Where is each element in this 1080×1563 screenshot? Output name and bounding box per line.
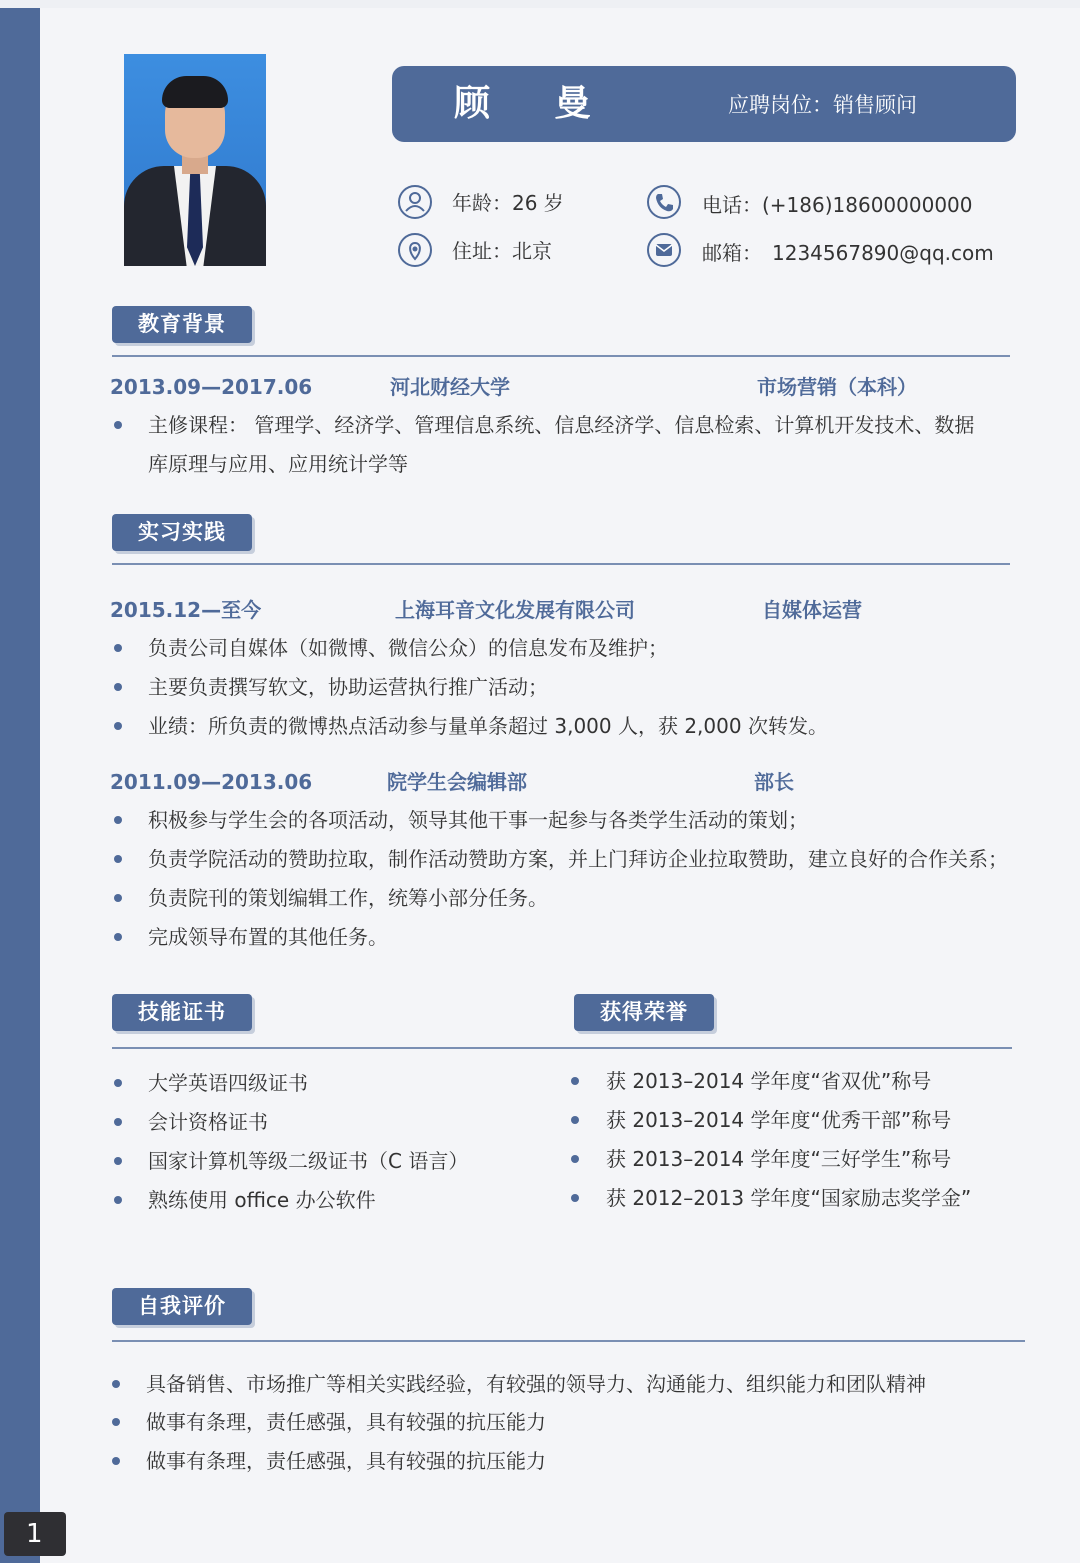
top-strip bbox=[0, 0, 1080, 8]
bullet-dot bbox=[571, 1077, 579, 1085]
honor-item: 获 2013–2014 学年度“省双优”称号 bbox=[606, 1069, 932, 1093]
bullet-dot bbox=[114, 855, 122, 863]
self-eval-item: 做事有条理，责任感强，具有较强的抗压能力 bbox=[146, 1449, 546, 1473]
bullet-dot bbox=[114, 421, 122, 429]
bullet-dot bbox=[114, 933, 122, 941]
list-item: 负责公司自媒体（如微博、微信公众）的信息发布及维护； bbox=[148, 636, 668, 660]
age-text: 年龄：26 岁 bbox=[452, 191, 564, 215]
address-text: 住址：北京 bbox=[452, 239, 552, 263]
bullet-dot bbox=[112, 1457, 120, 1465]
divider bbox=[112, 1340, 1025, 1342]
skill-item: 会计资格证书 bbox=[148, 1110, 268, 1134]
bullet-dot bbox=[114, 1118, 122, 1126]
divider bbox=[112, 1047, 1012, 1049]
divider bbox=[112, 563, 1010, 565]
bullet-dot bbox=[112, 1418, 120, 1426]
applied-position: 应聘岗位：销售顾问 bbox=[728, 93, 917, 117]
phone-text: 电话：(+186)18600000000 bbox=[702, 193, 973, 217]
left-sidebar-band bbox=[0, 8, 40, 1563]
skill-item: 熟练使用 office 办公软件 bbox=[148, 1188, 376, 1212]
honor-item: 获 2013–2014 学年度“三好学生”称号 bbox=[606, 1147, 952, 1171]
education-date: 2013.09—2017.06 bbox=[110, 375, 313, 399]
email-label: 邮箱： bbox=[702, 241, 762, 265]
bullet-dot bbox=[114, 1196, 122, 1204]
education-major: 市场营销（本科） bbox=[757, 375, 917, 399]
section-title-education: 教育背景 bbox=[112, 306, 252, 343]
job-date: 2015.12—至今 bbox=[110, 598, 262, 622]
divider bbox=[112, 355, 1010, 357]
honor-item: 获 2012–2013 学年度“国家励志奖学金” bbox=[606, 1186, 972, 1210]
bullet-dot bbox=[114, 1079, 122, 1087]
section-title-internship: 实习实践 bbox=[112, 514, 252, 551]
bullet-dot bbox=[114, 816, 122, 824]
bullet-dot bbox=[114, 722, 122, 730]
list-item: 负责院刊的策划编辑工作，统筹小部分任务。 bbox=[148, 886, 548, 910]
job-role: 自媒体运营 bbox=[762, 598, 862, 622]
section-title-skills: 技能证书 bbox=[112, 994, 252, 1031]
mail-icon bbox=[647, 233, 681, 267]
name-banner bbox=[392, 66, 1016, 142]
candidate-name: 顾 曼 bbox=[454, 83, 617, 124]
bullet-dot bbox=[571, 1155, 579, 1163]
list-item: 积极参与学生会的各项活动，领导其他干事一起参与各类学生活动的策划； bbox=[148, 808, 808, 832]
bullet-dot bbox=[114, 894, 122, 902]
job-date: 2011.09—2013.06 bbox=[110, 770, 313, 794]
email-text[interactable]: 1234567890@qq.com bbox=[772, 241, 994, 265]
bullet-dot bbox=[112, 1380, 120, 1388]
bullet-dot bbox=[571, 1194, 579, 1202]
person-icon bbox=[398, 185, 432, 219]
education-school: 河北财经大学 bbox=[390, 375, 510, 399]
bullet-dot bbox=[114, 1157, 122, 1165]
skill-item: 大学英语四级证书 bbox=[148, 1071, 308, 1095]
self-eval-item: 具备销售、市场推广等相关实践经验，有较强的领导力、沟通能力、组织能力和团队精神 bbox=[146, 1372, 926, 1396]
list-item: 业绩：所负责的微博热点活动参与量单条超过 3,000 人，获 2,000 次转发。 bbox=[148, 714, 828, 738]
section-title-self-eval: 自我评价 bbox=[112, 1288, 252, 1325]
section-title-honors: 获得荣誉 bbox=[574, 994, 714, 1031]
phone-icon bbox=[647, 185, 681, 219]
list-item: 完成领导布置的其他任务。 bbox=[148, 925, 388, 949]
self-eval-item: 做事有条理，责任感强，具有较强的抗压能力 bbox=[146, 1410, 546, 1434]
profile-photo bbox=[124, 54, 266, 266]
location-pin-icon bbox=[398, 233, 432, 267]
bullet-dot bbox=[114, 644, 122, 652]
education-courses-cont: 库原理与应用、应用统计学等 bbox=[148, 452, 408, 476]
skill-item: 国家计算机等级二级证书（C 语言） bbox=[148, 1149, 469, 1173]
job-org: 院学生会编辑部 bbox=[387, 770, 527, 794]
page-number-indicator: 1 bbox=[4, 1512, 66, 1556]
job-role: 部长 bbox=[754, 770, 794, 794]
education-courses: 主修课程： 管理学、经济学、管理信息系统、信息经济学、信息检索、计算机开发技术、数据 bbox=[148, 413, 975, 437]
honor-item: 获 2013–2014 学年度“优秀干部”称号 bbox=[606, 1108, 952, 1132]
bullet-dot bbox=[114, 683, 122, 691]
list-item: 主要负责撰写软文，协助运营执行推广活动； bbox=[148, 675, 548, 699]
list-item: 负责学院活动的赞助拉取，制作活动赞助方案，并上门拜访企业拉取赞助，建立良好的合作关系； bbox=[148, 847, 1008, 871]
job-org: 上海耳音文化发展有限公司 bbox=[395, 598, 635, 622]
bullet-dot bbox=[571, 1116, 579, 1124]
